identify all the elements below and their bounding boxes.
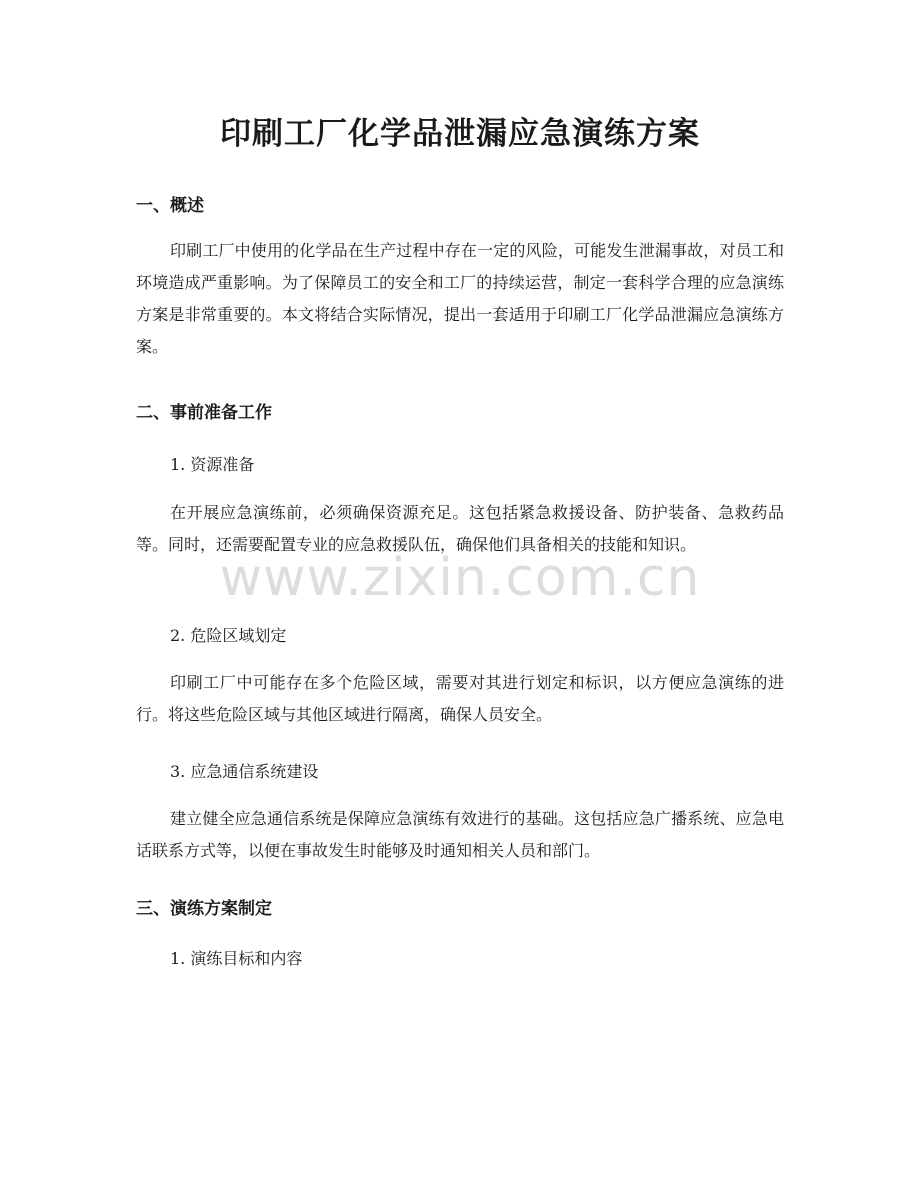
subheading-drill-goals: 1. 演练目标和内容 — [170, 949, 303, 968]
danger-zone-paragraph: 印刷工厂中可能存在多个危险区域，需要对其进行划定和标识，以方便应急演练的进行。将这些危险区域与其他区域进行隔离，确保人员安全。 — [136, 673, 784, 724]
section-heading-preparation: 二、事前准备工作 — [136, 403, 272, 423]
section-heading-drill-plan: 三、演练方案制定 — [136, 899, 272, 919]
subheading-danger-zone: 2. 危险区域划定 — [170, 626, 287, 645]
watermark: www.zixin.com.cn — [219, 548, 701, 608]
subheading-communication-system: 3. 应急通信系统建设 — [170, 762, 319, 781]
subheading-resource-preparation: 1. 资源准备 — [170, 455, 255, 474]
section-heading-overview: 一、概述 — [136, 196, 204, 216]
document-title: 印刷工厂化学品泄漏应急演练方案 — [220, 116, 700, 152]
resource-preparation-paragraph: 在开展应急演练前，必须确保资源充足。这包括紧急救援设备、防护装备、急救药品等。同时，还需要配置专业的应急救援队伍，确保他们具备相关的技能和知识。 — [136, 503, 784, 554]
communication-system-paragraph: 建立健全应急通信系统是保障应急演练有效进行的基础。这包括应急广播系统、应急电话联系方式等，以便在事故发生时能够及时通知相关人员和部门。 — [136, 809, 784, 860]
overview-paragraph: 印刷工厂中使用的化学品在生产过程中存在一定的风险，可能发生泄漏事故，对员工和环境造成严重影响。为了保障员工的安全和工厂的持续运营，制定一套科学合理的应急演练方案是非常重要的。本文将结合实际情况，提出一套适用于印刷工厂化学品泄漏应急演练方案。 — [136, 241, 784, 356]
